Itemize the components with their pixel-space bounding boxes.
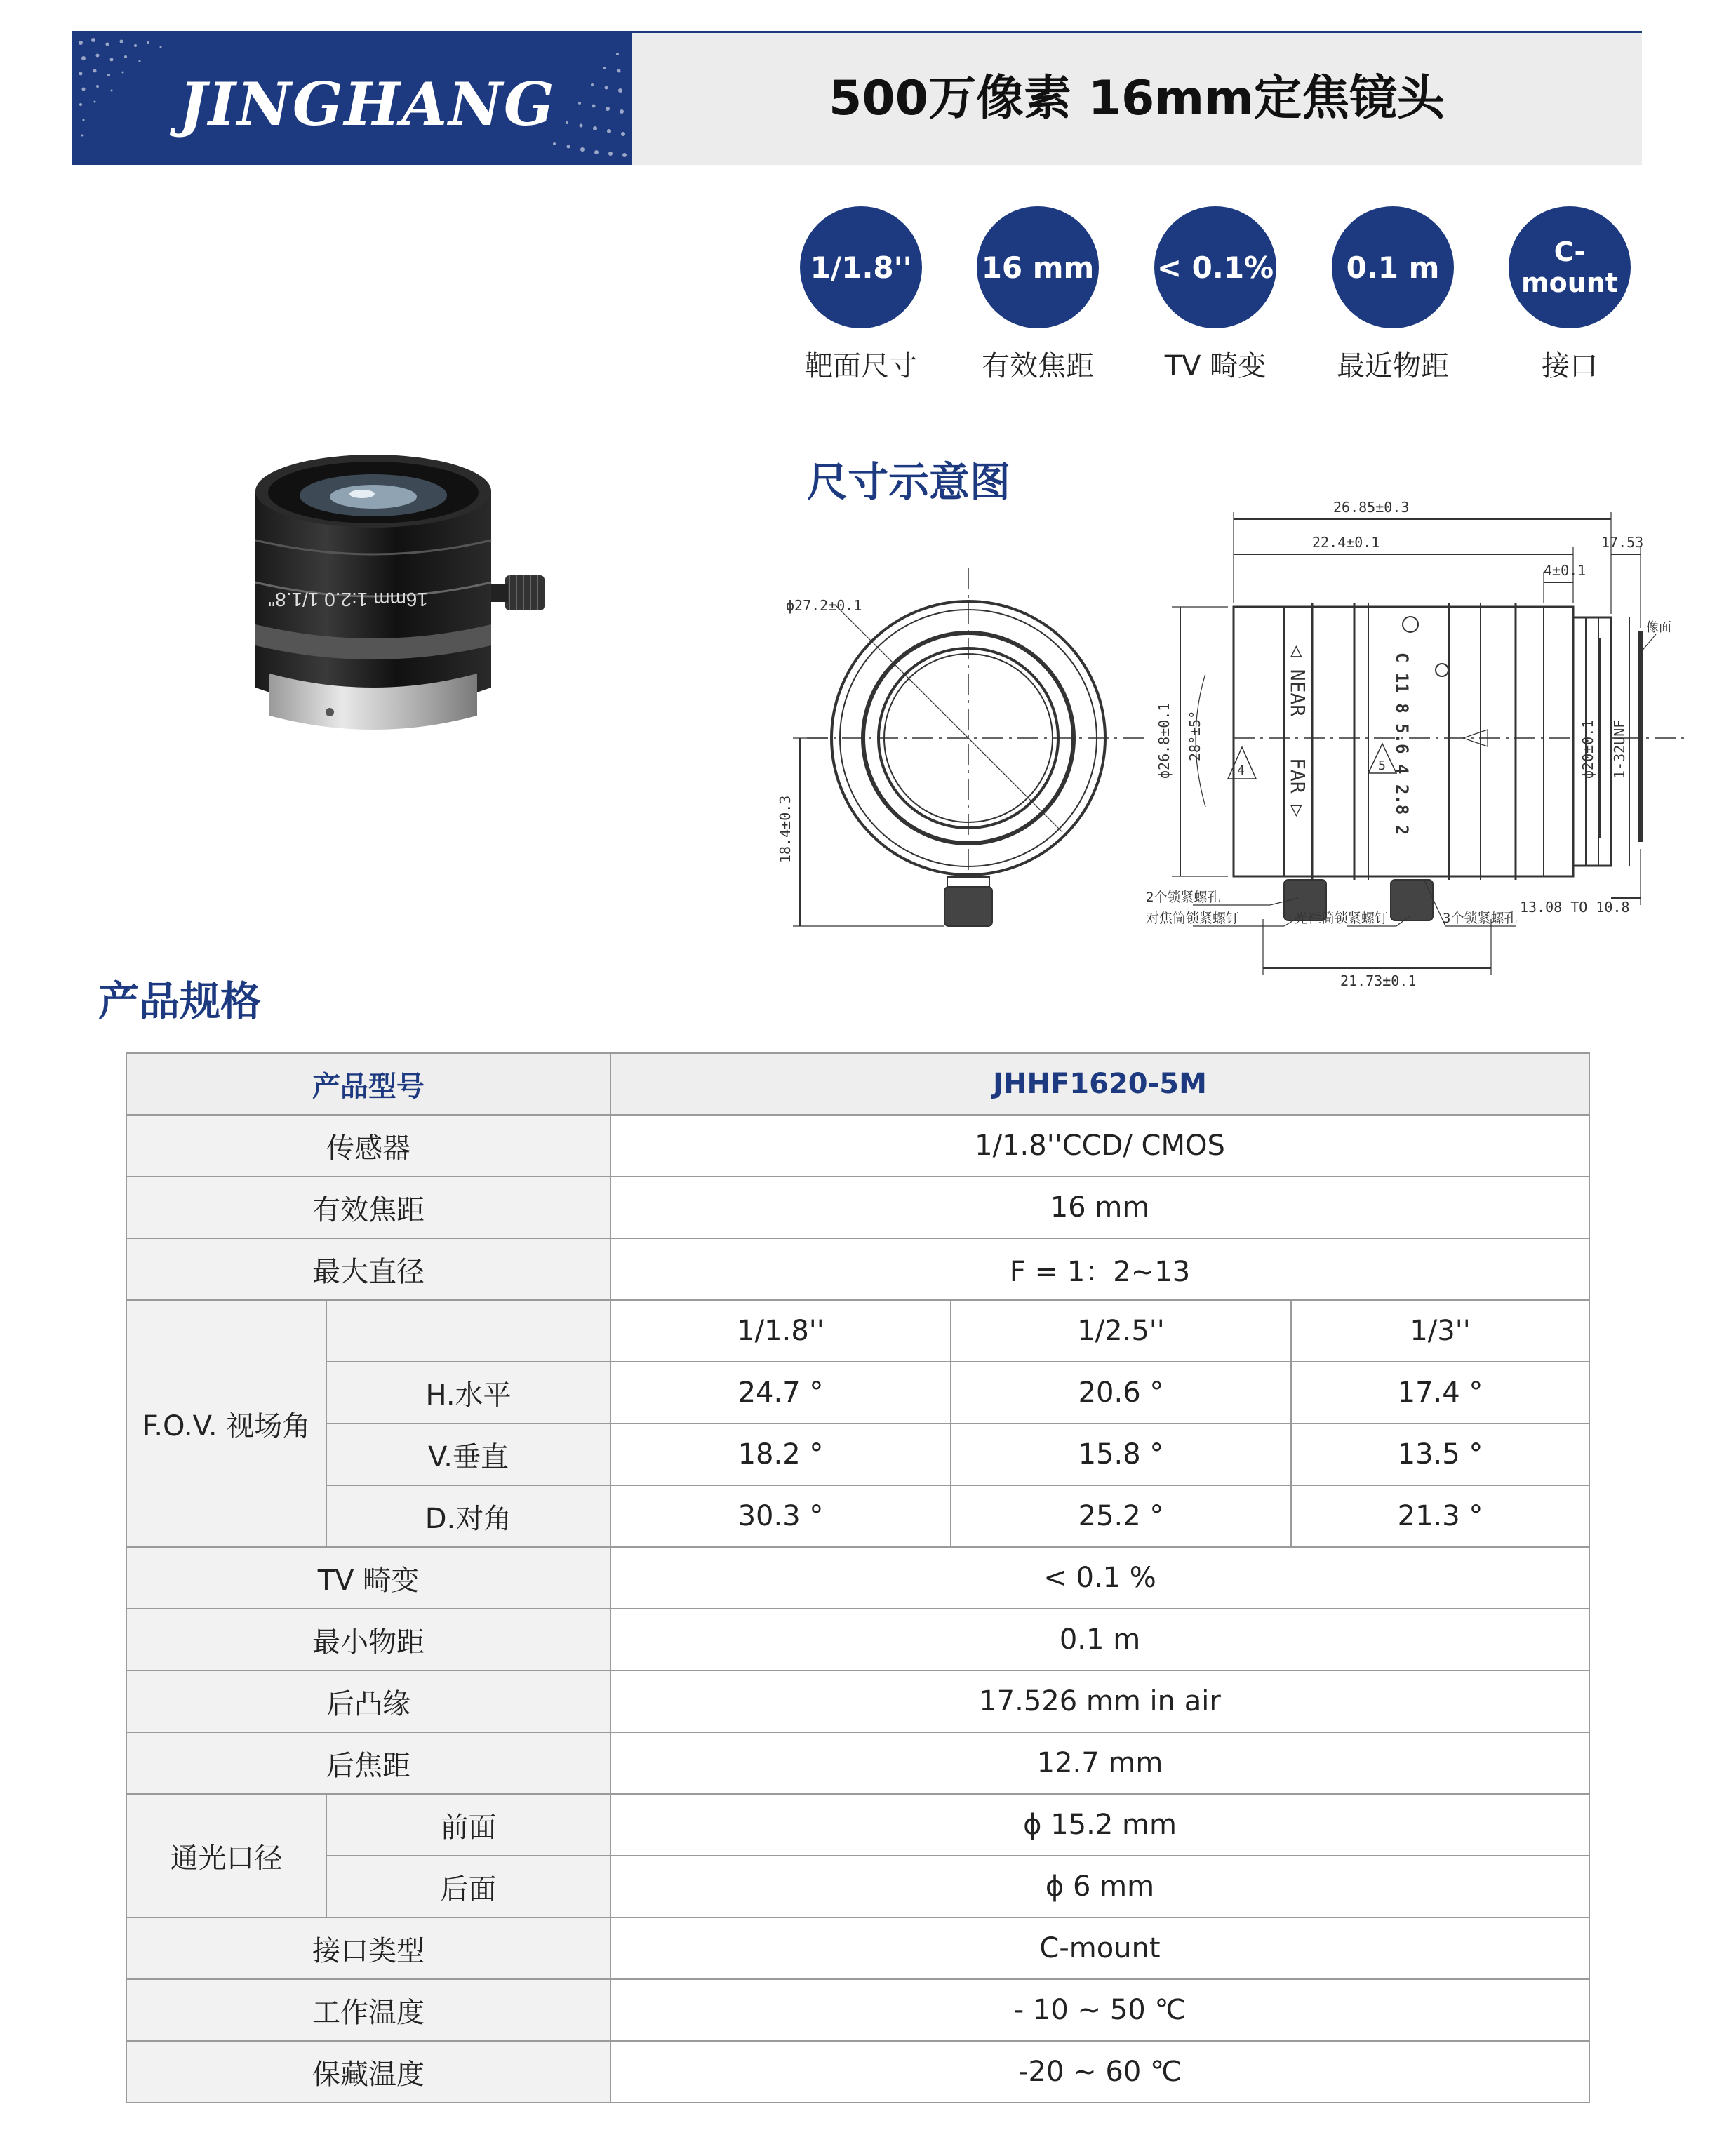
fov-value: 25.2 ° [951,1485,1291,1547]
badge-circle: 0.1 m [1332,206,1454,328]
dim-flange-step: 4±0.1 [1544,562,1587,579]
dim-height: 18.4±0.3 [777,795,794,863]
flange-value: 17.526 mm in air [610,1670,1589,1732]
note-holes-2: 2个锁紧螺孔 [1146,890,1221,905]
lens-photo [239,435,561,737]
fov-value: 17.4 ° [1291,1362,1589,1424]
badge-focal-length [977,206,1099,384]
section-title-dimension: 尺寸示意图 [807,458,1011,506]
badge-mount [1509,206,1631,384]
callout-4: 4 [1237,763,1245,778]
note-aperture-screw: 光栏筒锁紧螺钉 [1295,911,1389,926]
badge-min-distance [1332,206,1454,384]
table-row [126,1115,1589,1177]
table-row [126,1917,1589,1979]
dim-back-focus: 17.53 [1601,534,1644,551]
table-row [126,1794,1589,1856]
sensor-value: 1/1.8''CCD/ CMOS [610,1115,1589,1177]
f-stop-marks: C 11 8 5.6 4 2.8 2 [1392,652,1412,836]
dim-bottom-length: 21.73±0.1 [1340,972,1417,989]
badge-tv-distortion [1154,206,1276,384]
document-title: 500万像素 16mm定焦镜头 [829,71,1445,126]
dimension-drawing [779,484,1684,1017]
fov-value: 13.5 ° [1291,1424,1589,1485]
section-title-specs: 产品规格 [98,977,262,1025]
spec-table [126,1052,1590,2103]
tv-value: < 0.1 % [610,1547,1589,1609]
fov-col-2: 1/2.5'' [951,1300,1291,1362]
fov-col-3: 1/3'' [1291,1300,1589,1362]
storage-temp-value: -20 ~ 60 ℃ [610,2041,1589,2103]
table-row [126,1609,1589,1670]
callout-5: 5 [1378,758,1386,773]
flange-label: 后凸缘 [126,1670,610,1732]
dim-total-length: 26.85±0.3 [1333,499,1410,516]
table-row [126,1856,1589,1917]
dim-image-plane: 像面 [1646,620,1671,635]
dim-thread: 1-32UNF [1611,719,1628,779]
badge-circle: 16 mm [977,206,1099,328]
badge-circle: < 0.1% [1154,206,1276,328]
fov-value: 15.8 ° [951,1424,1291,1485]
model-label: 产品型号 [126,1053,610,1115]
badge-label: TV 畸变 [1164,350,1267,382]
badge-label: 接口 [1542,350,1598,382]
lens-marking: 16mm 1:2.0 1/1.8" [268,589,428,610]
brand-panel [72,33,632,165]
fov-value: 21.3 ° [1291,1485,1589,1547]
badge-label: 靶面尺寸 [805,350,917,382]
table-row [126,1424,1589,1485]
op-temp-label: 工作温度 [126,1979,610,2041]
badge-label: 最近物距 [1337,350,1449,382]
table-row [126,1485,1589,1547]
table-row [126,2041,1589,2103]
near-label: ◁ NEAR [1286,645,1309,717]
note-focus-screw: 对焦筒锁紧螺钉 [1146,911,1240,926]
mod-value: 0.1 m [610,1609,1589,1670]
fov-value: 24.7 ° [610,1362,951,1424]
fov-label: F.O.V. 视场角 [126,1300,326,1547]
focal-label: 有效焦距 [126,1177,610,1238]
table-row [126,1732,1589,1794]
fov-col-1: 1/1.8'' [610,1300,951,1362]
rear-value: ϕ 6 mm [610,1856,1589,1917]
table-row [126,1300,1589,1362]
sensor-label: 传感器 [126,1115,610,1177]
front-value: ϕ 15.2 mm [610,1794,1589,1856]
model-value: JHHF1620-5M [610,1053,1589,1115]
fov-row-label: D.对角 [326,1485,610,1547]
table-row [126,1238,1589,1300]
dim-body-diameter: ϕ26.8±0.1 [1156,702,1173,779]
rear-label: 后面 [326,1856,610,1917]
table-row [126,1053,1589,1115]
far-label: FAR ▷ [1286,758,1309,817]
aperture-value: F = 1：2~13 [610,1238,1589,1300]
mount-value: C-mount [610,1917,1589,1979]
table-row [126,1362,1589,1424]
bf-value: 12.7 mm [610,1732,1589,1794]
dim-angle: 28°±5° [1187,710,1203,761]
bf-label: 后焦距 [126,1732,610,1794]
dim-front-diameter: ϕ27.2±0.1 [786,597,862,614]
dim-rear-diameter: ϕ20±0.1 [1579,719,1596,779]
fov-value: 30.3 ° [610,1485,951,1547]
table-row [126,1670,1589,1732]
fov-corner [326,1300,610,1362]
page-header [72,31,1642,165]
badge-circle: 1/1.8'' [800,206,922,328]
focal-value: 16 mm [610,1177,1589,1238]
fov-row-label: H.水平 [326,1362,610,1424]
storage-temp-label: 保藏温度 [126,2041,610,2103]
table-row [126,1177,1589,1238]
fov-row-label: V.垂直 [326,1424,610,1485]
fov-value: 18.2 ° [610,1424,951,1485]
dot-pattern-right [540,33,632,165]
front-label: 前面 [326,1794,610,1856]
clear-label: 通光口径 [126,1794,326,1917]
brand-logo: JINGHANG [179,69,556,139]
mod-label: 最小物距 [126,1609,610,1670]
note-holes-3: 3个锁紧螺孔 [1443,911,1518,926]
badge-sensor-size [800,206,922,384]
badge-circle: C-mount [1509,206,1631,328]
dim-range: 13.08 TO 10.8 [1520,899,1630,916]
dim-body-length: 22.4±0.1 [1312,534,1380,551]
badge-label: 有效焦距 [982,350,1094,382]
aperture-label: 最大直径 [126,1238,610,1300]
mount-label: 接口类型 [126,1917,610,1979]
tv-label: TV 畸变 [126,1547,610,1609]
dot-pattern-left [72,33,185,165]
table-row [126,1979,1589,2041]
fov-value: 20.6 ° [951,1362,1291,1424]
op-temp-value: - 10 ~ 50 ℃ [610,1979,1589,2041]
table-row [126,1547,1589,1609]
